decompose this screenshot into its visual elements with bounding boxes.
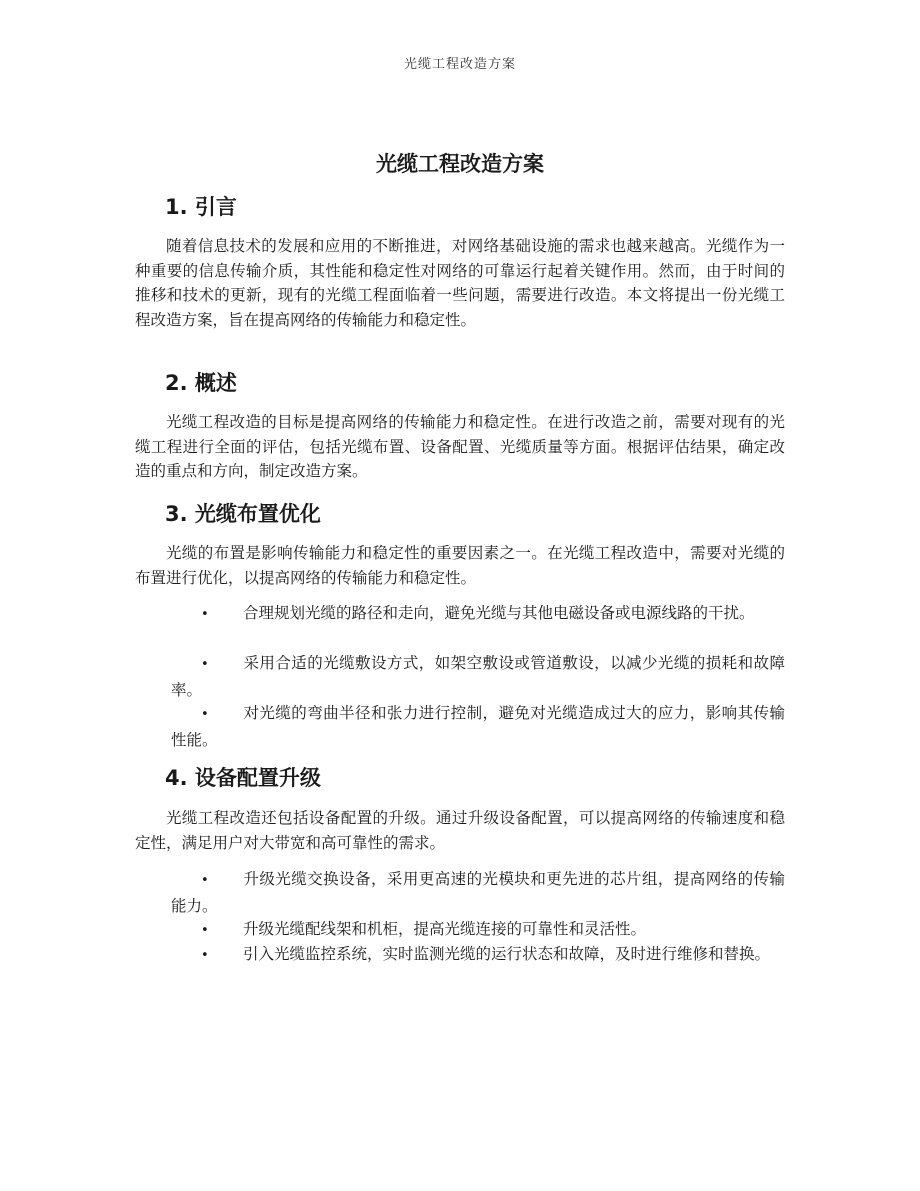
- bullet-icon: •: [201, 923, 209, 938]
- list-item: [171, 601, 785, 628]
- list-item: [171, 867, 785, 918]
- section-heading-introduction: 1. 引言: [165, 195, 237, 219]
- list-item-text: 合理规划光缆的路径和走向，避免光缆与其他电磁设备或电源线路的干扰。: [243, 604, 755, 622]
- bullet-icon: •: [201, 873, 209, 888]
- section-heading-equipment-upgrade: 4. 设备配置升级: [165, 766, 321, 790]
- list-item-text: 采用合适的光缆敷设方式，如架空敷设或管道敷设，以减少光缆的损耗和故障率。: [171, 654, 785, 699]
- bullet-icon: •: [201, 948, 209, 963]
- list-item: [171, 917, 785, 944]
- section-paragraph-cable-layout: 光缆的布置是影响传输能力和稳定性的重要因素之一。在光缆工程改造中，需要对光缆的布置进行优化，以提高网络的传输能力和稳定性。: [135, 544, 785, 587]
- list-item-text: 升级光缆交换设备，采用更高速的光模块和更先进的芯片组，提高网络的传输能力。: [171, 870, 785, 915]
- bullet-icon: •: [201, 607, 209, 622]
- list-item-text: 升级光缆配线架和机柜，提高光缆连接的可靠性和灵活性。: [243, 920, 647, 938]
- document-title: 光缆工程改造方案: [376, 152, 544, 176]
- bullet-icon: •: [201, 657, 209, 672]
- list-item-text: 对光缆的弯曲半径和张力进行控制，避免对光缆造成过大的应力，影响其传输性能。: [171, 704, 785, 749]
- section-paragraph-overview: 光缆工程改造的目标是提高网络的传输能力和稳定性。在进行改造之前，需要对现有的光缆工程进行全面的评估，包括光缆布置、设备配置、光缆质量等方面。根据评估结果，确定改造的重点和方向，制定改造方案。: [135, 413, 785, 480]
- section-paragraph-introduction: 随着信息技术的发展和应用的不断推进，对网络基础设施的需求也越来越高。光缆作为一种重要的信息传输介质，其性能和稳定性对网络的可靠运行起着关键作用。然而，由于时间的推移和技术的更新，现有的光缆工程面临着一些问题，需要进行改造。本文将提出一份光缆工程改造方案，旨在提高网络的传输能力和稳定性。: [135, 237, 785, 329]
- bullet-icon: •: [201, 707, 209, 722]
- list-item: [171, 701, 785, 752]
- section-heading-cable-layout: 3. 光缆布置优化: [165, 502, 321, 526]
- section-heading-overview: 2. 概述: [165, 371, 237, 395]
- running-header: 光缆工程改造方案: [403, 57, 516, 72]
- list-item-text: 引入光缆监控系统，实时监测光缆的运行状态和故障，及时进行维修和替换。: [243, 945, 771, 963]
- list-item: [171, 942, 785, 969]
- list-item: [171, 651, 785, 702]
- section-paragraph-equipment-upgrade: 光缆工程改造还包括设备配置的升级。通过升级设备配置，可以提高网络的传输速度和稳定性，满足用户对大带宽和高可靠性的需求。: [135, 809, 785, 852]
